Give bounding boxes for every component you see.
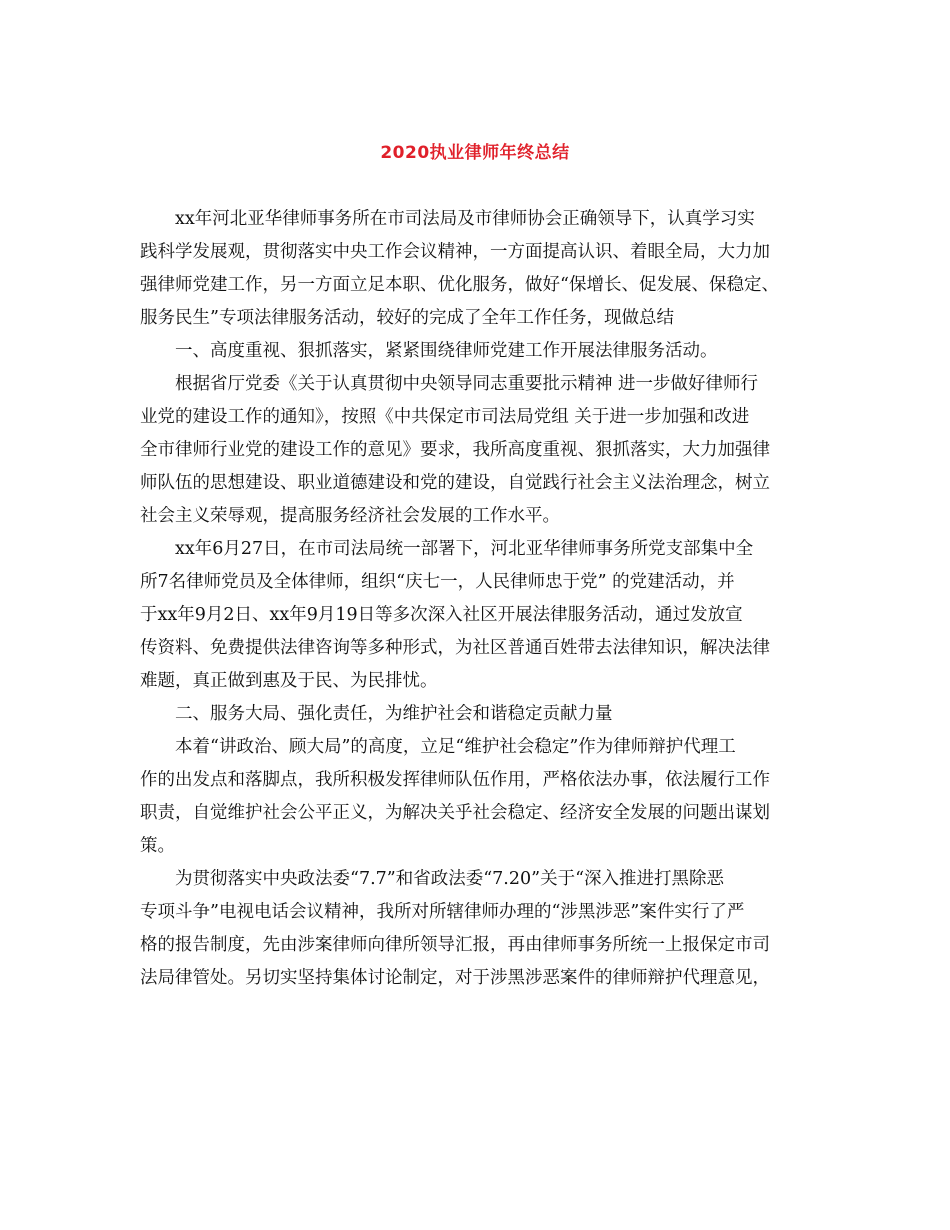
paragraph-line: 全市律师行业党的建设工作的意见》要求，我所高度重视、狠抓落实，大力加强律 <box>140 440 770 460</box>
paragraph-line: 根据省厅党委《关于认真贯彻中央领导同志重要批示精神 进一步做好律师行 <box>175 374 759 394</box>
paragraph-line: 于xx年9月2日、xx年9月19日等多次深入社区开展法律服务活动，通过发放宣 <box>140 605 743 625</box>
document-title: 2020执业律师年终总结 <box>380 143 570 163</box>
paragraph-line: 所7名律师党员及全体律师，组织“庆七一，人民律师忠于党” 的党建活动，并 <box>140 572 735 592</box>
paragraph-line: 难题，真正做到惠及于民、为民排忧。 <box>140 671 438 691</box>
paragraph-line: 践科学发展观，贯彻落实中央工作会议精神，一方面提高认识、着眼全局，大力加 <box>140 242 770 262</box>
paragraph-line: 师队伍的思想建设、职业道德建设和党的建设，自觉践行社会主义法治理念，树立 <box>140 473 770 493</box>
paragraph-line: 法局律管处。另切实坚持集体讨论制定，对于涉黑涉恶案件的律师辩护代理意见， <box>140 968 770 988</box>
paragraph-line: 专项斗争”电视电话会议精神，我所对所辖律师办理的“涉黑涉恶”案件实行了严 <box>140 902 745 922</box>
section-heading: 二、服务大局、强化责任，为维护社会和谐稳定贡献力量 <box>175 704 613 724</box>
paragraph-line: 社会主义荣辱观，提高服务经济社会发展的工作水平。 <box>140 506 560 526</box>
paragraph-line: 传资料、免费提供法律咨询等多种形式，为社区普通百姓带去法律知识，解决法律 <box>140 638 770 658</box>
paragraph-line: 为贯彻落实中央政法委“7.7”和省政法委“7.20”关于“深入推进打黑除恶 <box>175 869 725 889</box>
paragraph-line: xx年6月27日，在市司法局统一部署下，河北亚华律师事务所党支部集中全 <box>175 539 754 559</box>
paragraph-line: 业党的建设工作的通知》，按照《中共保定市司法局党组 关于进一步加强和改进 <box>140 407 750 427</box>
paragraph-line: 策。 <box>140 836 175 856</box>
paragraph-line: 作的出发点和落脚点，我所积极发挥律师队伍作用，严格依法办事，依法履行工作 <box>140 770 770 790</box>
document-body <box>140 203 812 995</box>
paragraph-line: 职责，自觉维护社会公平正义，为解决关乎社会稳定、经济安全发展的问题出谋划 <box>140 803 770 823</box>
paragraph-line: 格的报告制度，先由涉案律师向律所领导汇报，再由律师事务所统一上报保定市司 <box>140 935 770 955</box>
paragraph-line: 本着“讲政治、顾大局”的高度，立足“维护社会稳定”作为律师辩护代理工 <box>175 737 736 757</box>
section-heading: 一、高度重视、狠抓落实，紧紧围绕律师党建工作开展法律服务活动。 <box>175 341 718 361</box>
paragraph-line: xx年河北亚华律师事务所在市司法局及市律师协会正确领导下，认真学习实 <box>175 209 755 229</box>
paragraph-line: 服务民生”专项法律服务活动，较好的完成了全年工作任务，现做总结 <box>140 308 674 328</box>
paragraph-line: 强律师党建工作，另一方面立足本职、优化服务，做好“保增长、促发展、保稳定、 <box>140 275 779 295</box>
